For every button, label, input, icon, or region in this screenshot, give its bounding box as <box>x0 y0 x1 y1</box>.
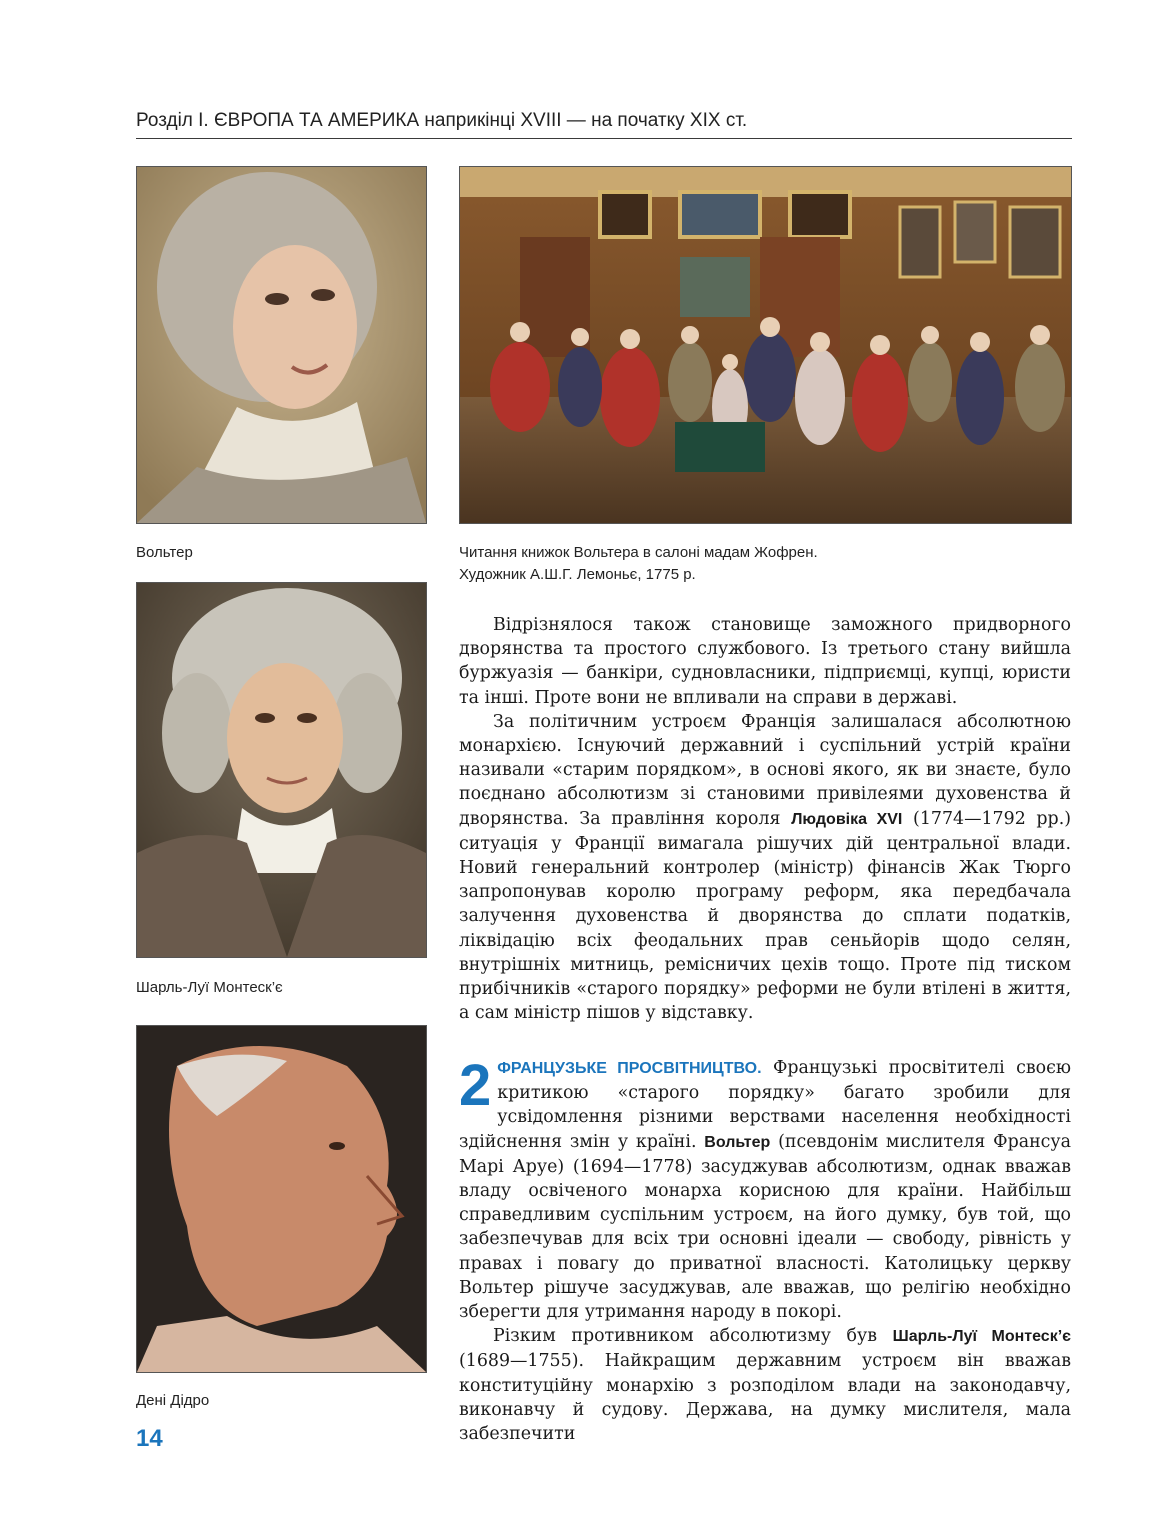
paragraph <box>459 710 1071 1026</box>
caption-montesquieu: Шарль-Луї Монтеск’є <box>136 979 283 996</box>
bold-name: Шарль-Луї Монтеск’є <box>892 1328 1071 1346</box>
text-run: Різким противником абсолютизму був <box>493 1326 893 1347</box>
portrait-montesquieu <box>136 582 427 958</box>
caption-diderot: Дені Дідро <box>136 1392 210 1409</box>
paragraph <box>459 1053 1072 1324</box>
painting-salon-geoffrin <box>459 166 1072 524</box>
text-block-old-order <box>459 613 1071 1025</box>
text-run: За політичним устроєм Франція залишалася абсолютною монархією. Існуючий державний і суспільний устрій країни називали «старим порядком», в основі якого, як ви знаєте, було поєднано абсолютизм зі становими привілеями духовенства й дворянства. За правління короля <box>459 711 1071 829</box>
caption-painting-line1: Читання книжок Вольтера в салоні мадам Жофрен. <box>459 544 818 561</box>
text-run: (псевдонім мислителя Франсуа Марі Аруе) (1694—1778) засуджував абсолютизм, однак вважав владу освіченого монарха корисною для країни. Найбільш справедливим суспільним устроєм, на його думку, був той, що забезпечував для всіх три основні ідеали — свободу, рівність у правах і повагу до приватної власності. Католицьку церкву Вольтер рішуче засуджував, але вважав, що релігію необхідно зберегти для утримання народу в покорі. <box>459 1131 1071 1323</box>
bold-name: Вольтер <box>704 1133 771 1151</box>
portrait-voltaire <box>136 166 427 524</box>
bold-name: Людовіка XVI <box>791 810 903 828</box>
section-number: 2 <box>459 1053 492 1118</box>
text-run: (1774—1792 рр.) ситуація у Франції вимагала рішучих дій центральної влади. Новий генеральний контролер (міністр) фінансів Жак Тюрго запропонував королю програму реформ, яка передбачала залучення духовенства й дворянства до сплати податків, ліквідацію всіх феодальних прав сеньйорів щодо селян, внутрішніх митниць, ремісничих цехів тощо. Проте під тиском прибічників «старого порядку» реформи не були втілені в життя, а сам міністр пішов у відставку. <box>459 808 1072 1024</box>
caption-painting-line2: Художник А.Ш.Г. Лемоньє, 1775 р. <box>459 566 696 583</box>
caption-painting <box>459 542 1070 586</box>
text-run: (1689—1755). Найкращим державним устроєм він вважав конституційну монархію з розподілом влади на законодавчу, виконавчу й судову. Держава, на думку мислителя, мала забезпечити <box>459 1351 1071 1445</box>
section-title: ФРАНЦУЗЬКЕ ПРОСВІТНИЦТВО. <box>497 1060 762 1077</box>
running-header: Розділ І. ЄВРОПА ТА АМЕРИКА наприкінці XVIII — на початку XIX ст. <box>136 108 1072 139</box>
text-run: Французькі просвітителі своєю критикою «старого порядку» багато зробили для усвідомлення різними верствами населення необхідності здійснення змін у країні. <box>459 1058 1072 1152</box>
page-number: 14 <box>136 1425 163 1452</box>
paragraph: Відрізнялося також становище заможного придворного дворянства та простого службового. Із третього стану вийшла буржуазія — банкіри, судновласники, підприємці, купці, юристи та інші. Проте вони не впливали на справи в державі. <box>459 615 1071 708</box>
caption-voltaire: Вольтер <box>136 544 193 561</box>
portrait-diderot <box>136 1025 427 1373</box>
paragraph <box>459 1324 1071 1446</box>
text-block-enlightenment <box>459 1053 1072 1446</box>
